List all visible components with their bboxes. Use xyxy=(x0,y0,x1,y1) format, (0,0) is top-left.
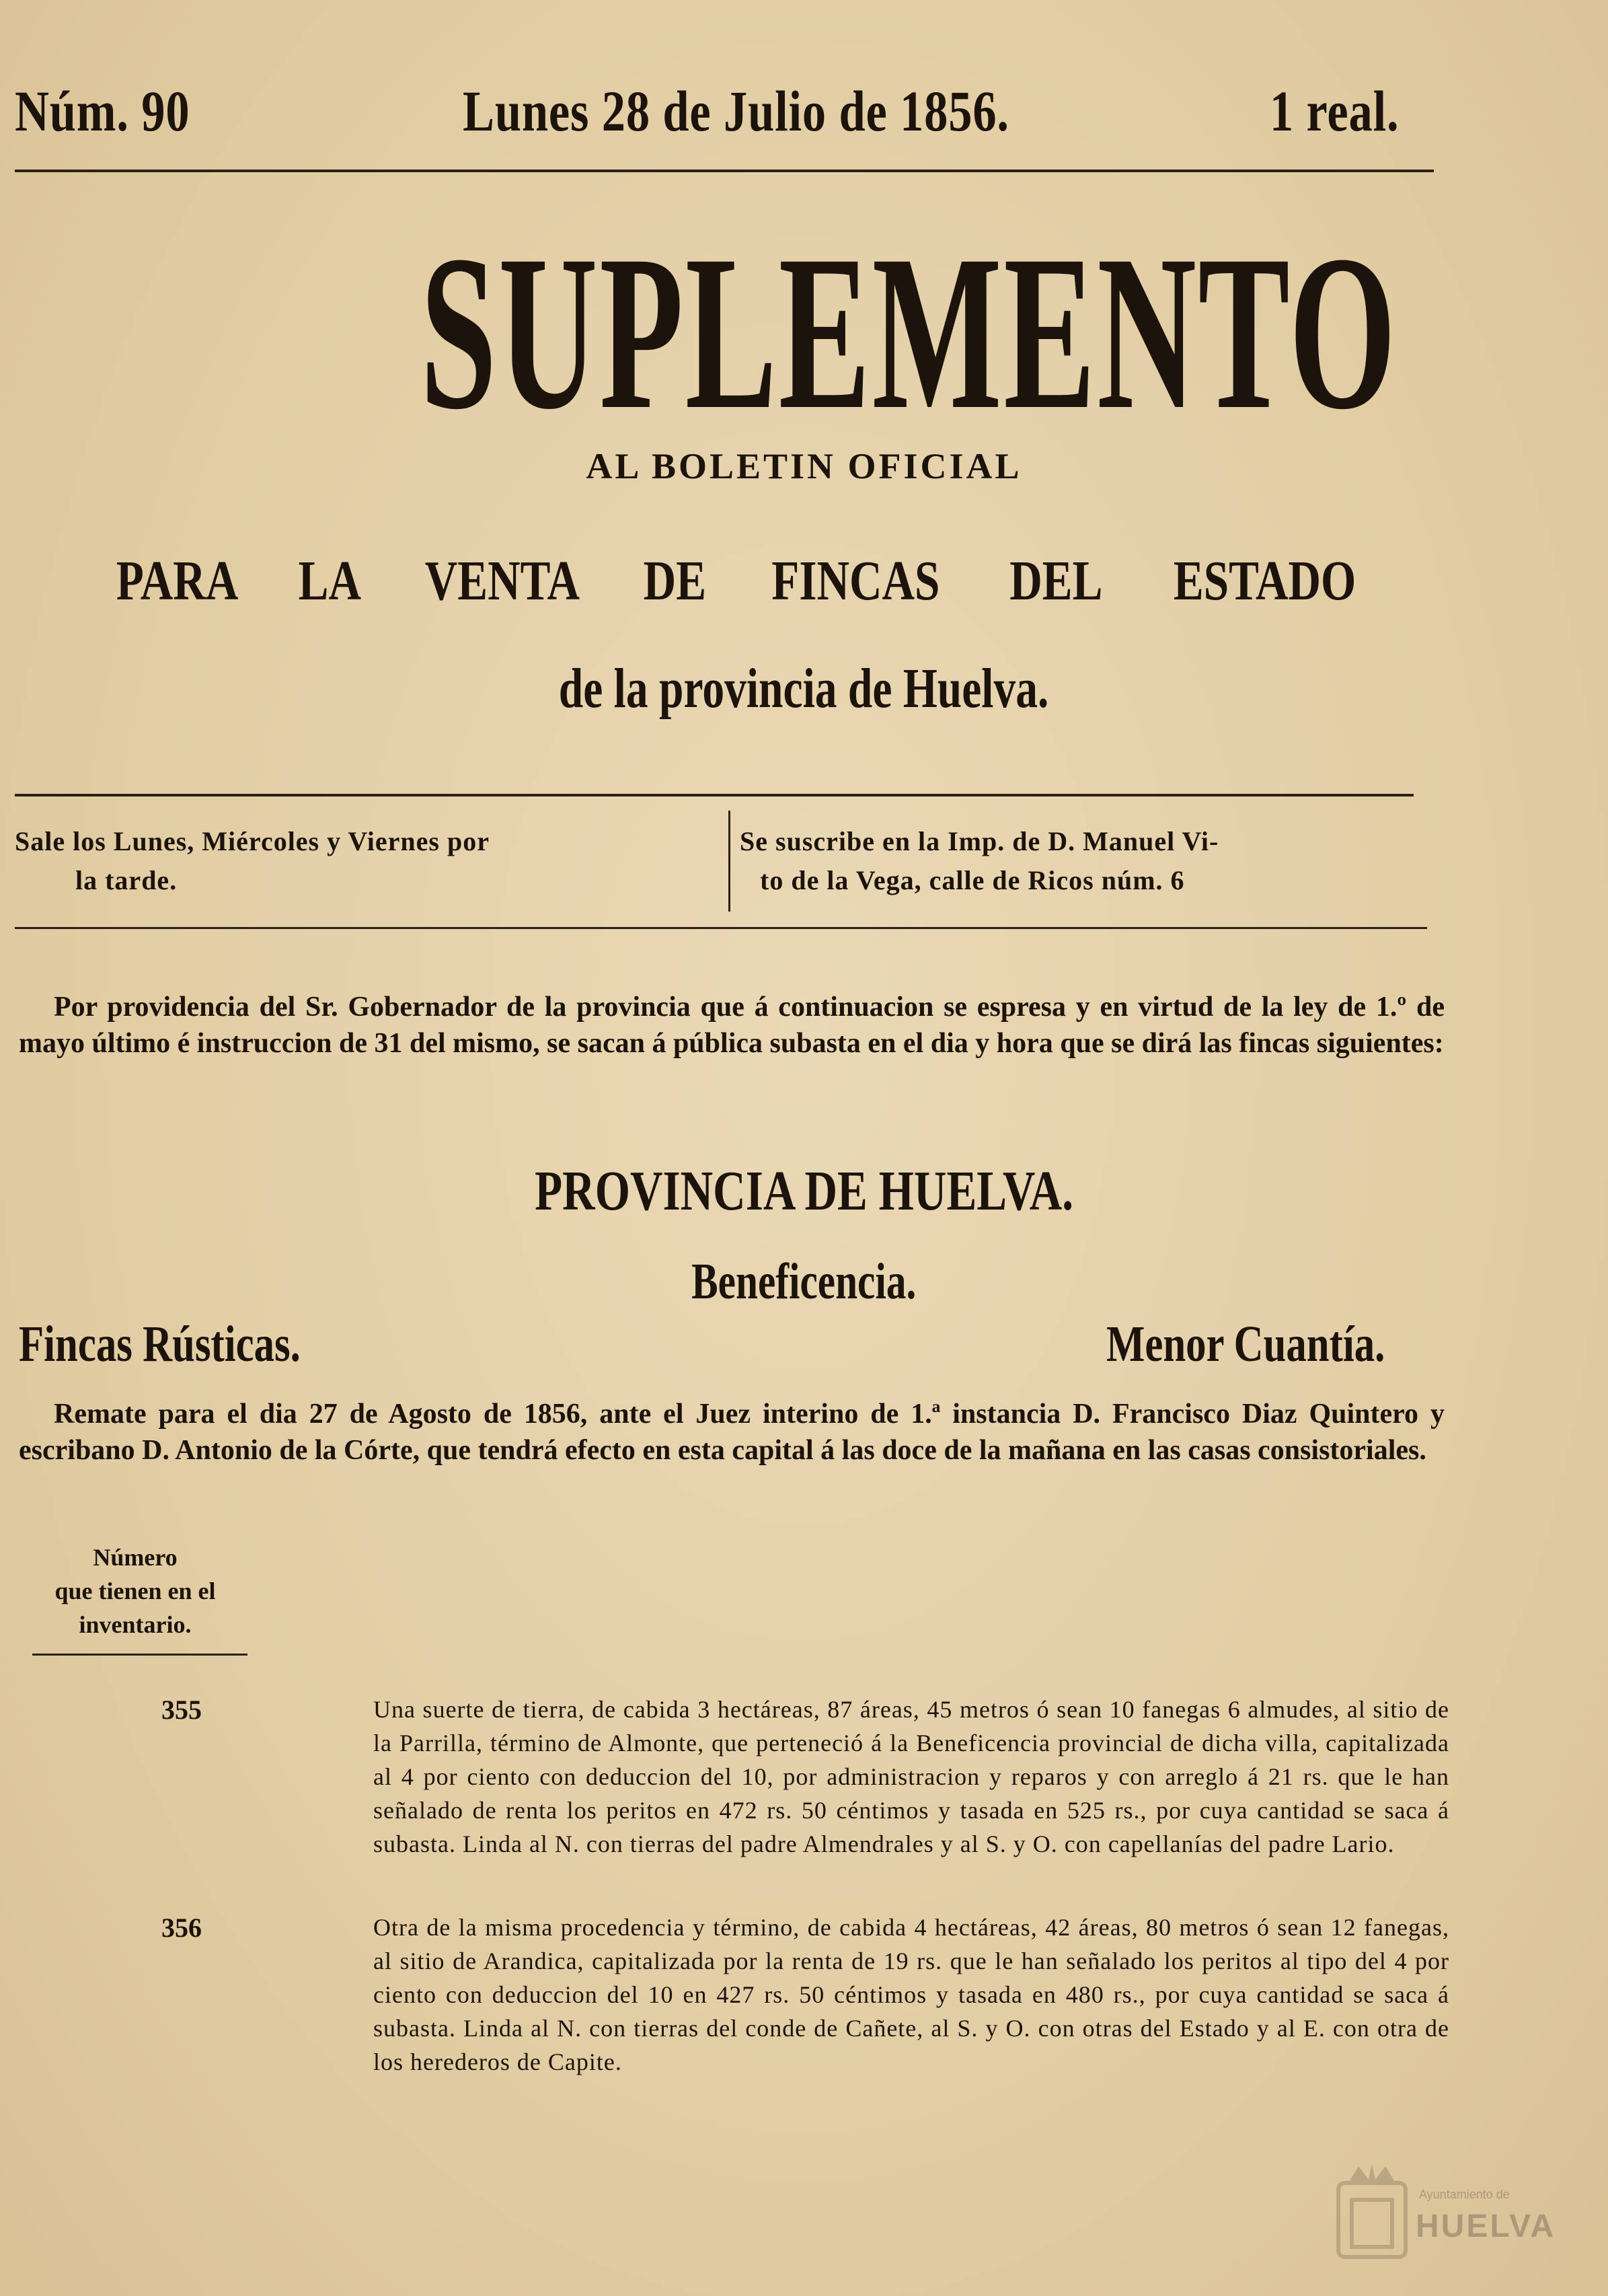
entry-text: Otra de la misma procedencia y término, de cabida 4 hectáreas, 42 áreas, 80 metros ó sean 12 fanegas, al sitio de Arandica, capitalizada por la renta de 19 rs. que le han señalado los peritos al tipo del 4 por ciento con deduccion del 10 en 427 rs. 50 céntimos y tasada en 480 rs., por cuya cantidad se saca á subasta. Linda al N. con tierras del conde de Cañete, al S. y O. con otras del Estado y al E. con otra de los herederos de Capite. xyxy=(373,1914,1449,2075)
subtitle-word: PARA xyxy=(116,550,239,612)
city-seal-icon xyxy=(1332,2163,1412,2264)
subscription-info: Se suscribe en la Imp. de D. Manuel Vi- to de la Vega, calle de Ricos núm. 6 xyxy=(740,826,1219,895)
subtitle-word: DEL xyxy=(1009,550,1103,612)
notice-top-divider xyxy=(15,794,1414,797)
subtitle-word: VENTA xyxy=(424,550,580,612)
subtitle-word: LA xyxy=(298,550,361,612)
notice-bottom-divider xyxy=(15,927,1427,929)
page-title: SUPLEMENTO xyxy=(420,210,1398,455)
subtitle-venta xyxy=(101,548,1379,614)
issue-date: Lunes 28 de Julio de 1856. xyxy=(463,79,1009,143)
section-heading: Beneficencia. xyxy=(691,1253,917,1310)
masthead-divider xyxy=(15,170,1434,172)
province-heading: PROVINCIA DE HUELVA. xyxy=(534,1160,1073,1222)
category-heading-right: Menor Cuantía. xyxy=(1106,1316,1385,1372)
entry-number: 355 xyxy=(161,1695,202,1725)
notice-column-divider xyxy=(728,811,730,912)
publication-schedule: Sale los Lunes, Miércoles y Viernes por la tarde. xyxy=(15,826,490,895)
subtitle-boletin: AL BOLETIN OFICIAL xyxy=(586,446,1022,486)
auction-paragraph: Remate para el dia 27 de Agosto de 1856, ante el Juez interino de 1.ª instancia D. Francisco Diaz Quintero y escribano D. Antonio de la Córte, que tendrá efecto en esta capital á las doce de la mañana en las casas consistoriales. xyxy=(19,1399,1445,1466)
entry-text: Una suerte de tierra, de cabida 3 hectáreas, 87 áreas, 45 metros ó sean 10 fanegas 6 almudes, al sitio de la Parrilla, término de Almonte, que perteneció á la Beneficencia provincial de dicha villa, capitalizada al 4 por ciento con deduccion del 10, por administracion y reparos y con arreglo á 21 rs. que le han señalado de renta los peritos en 472 rs. 50 céntimos y tasada en 525 rs., por cuya cantidad se saca á subasta. Linda al N. con tierras del padre Almendrales y al S. y O. con capellanías del padre Lario. xyxy=(373,1696,1449,1857)
inventory-column-header: Número que tienen en el inventario. xyxy=(54,1544,216,1638)
issue-number: Núm. 90 xyxy=(15,79,190,143)
category-heading-left: Fincas Rústicas. xyxy=(19,1316,301,1372)
watermark-label: HUELVA xyxy=(1416,2209,1556,2244)
column-header-divider xyxy=(32,1654,247,1656)
subtitle-word: FINCAS xyxy=(771,550,940,612)
subtitle-word: ESTADO xyxy=(1173,550,1356,612)
issue-price: 1 real. xyxy=(1270,79,1400,143)
intro-paragraph: Por providencia del Sr. Gobernador de la provincia que á continuacion se espresa y en virtud de la ley de 1.º de mayo último é instruccion de 31 del mismo, se sacan á pública subasta en el dia y hora que se dirá las fincas siguientes: xyxy=(19,992,1445,1059)
entry-number: 356 xyxy=(161,1913,202,1943)
watermark-small-text: Ayuntamiento de xyxy=(1419,2188,1510,2201)
subtitle-province: de la provincia de Huelva. xyxy=(559,657,1049,720)
subtitle-word: DE xyxy=(643,550,707,612)
